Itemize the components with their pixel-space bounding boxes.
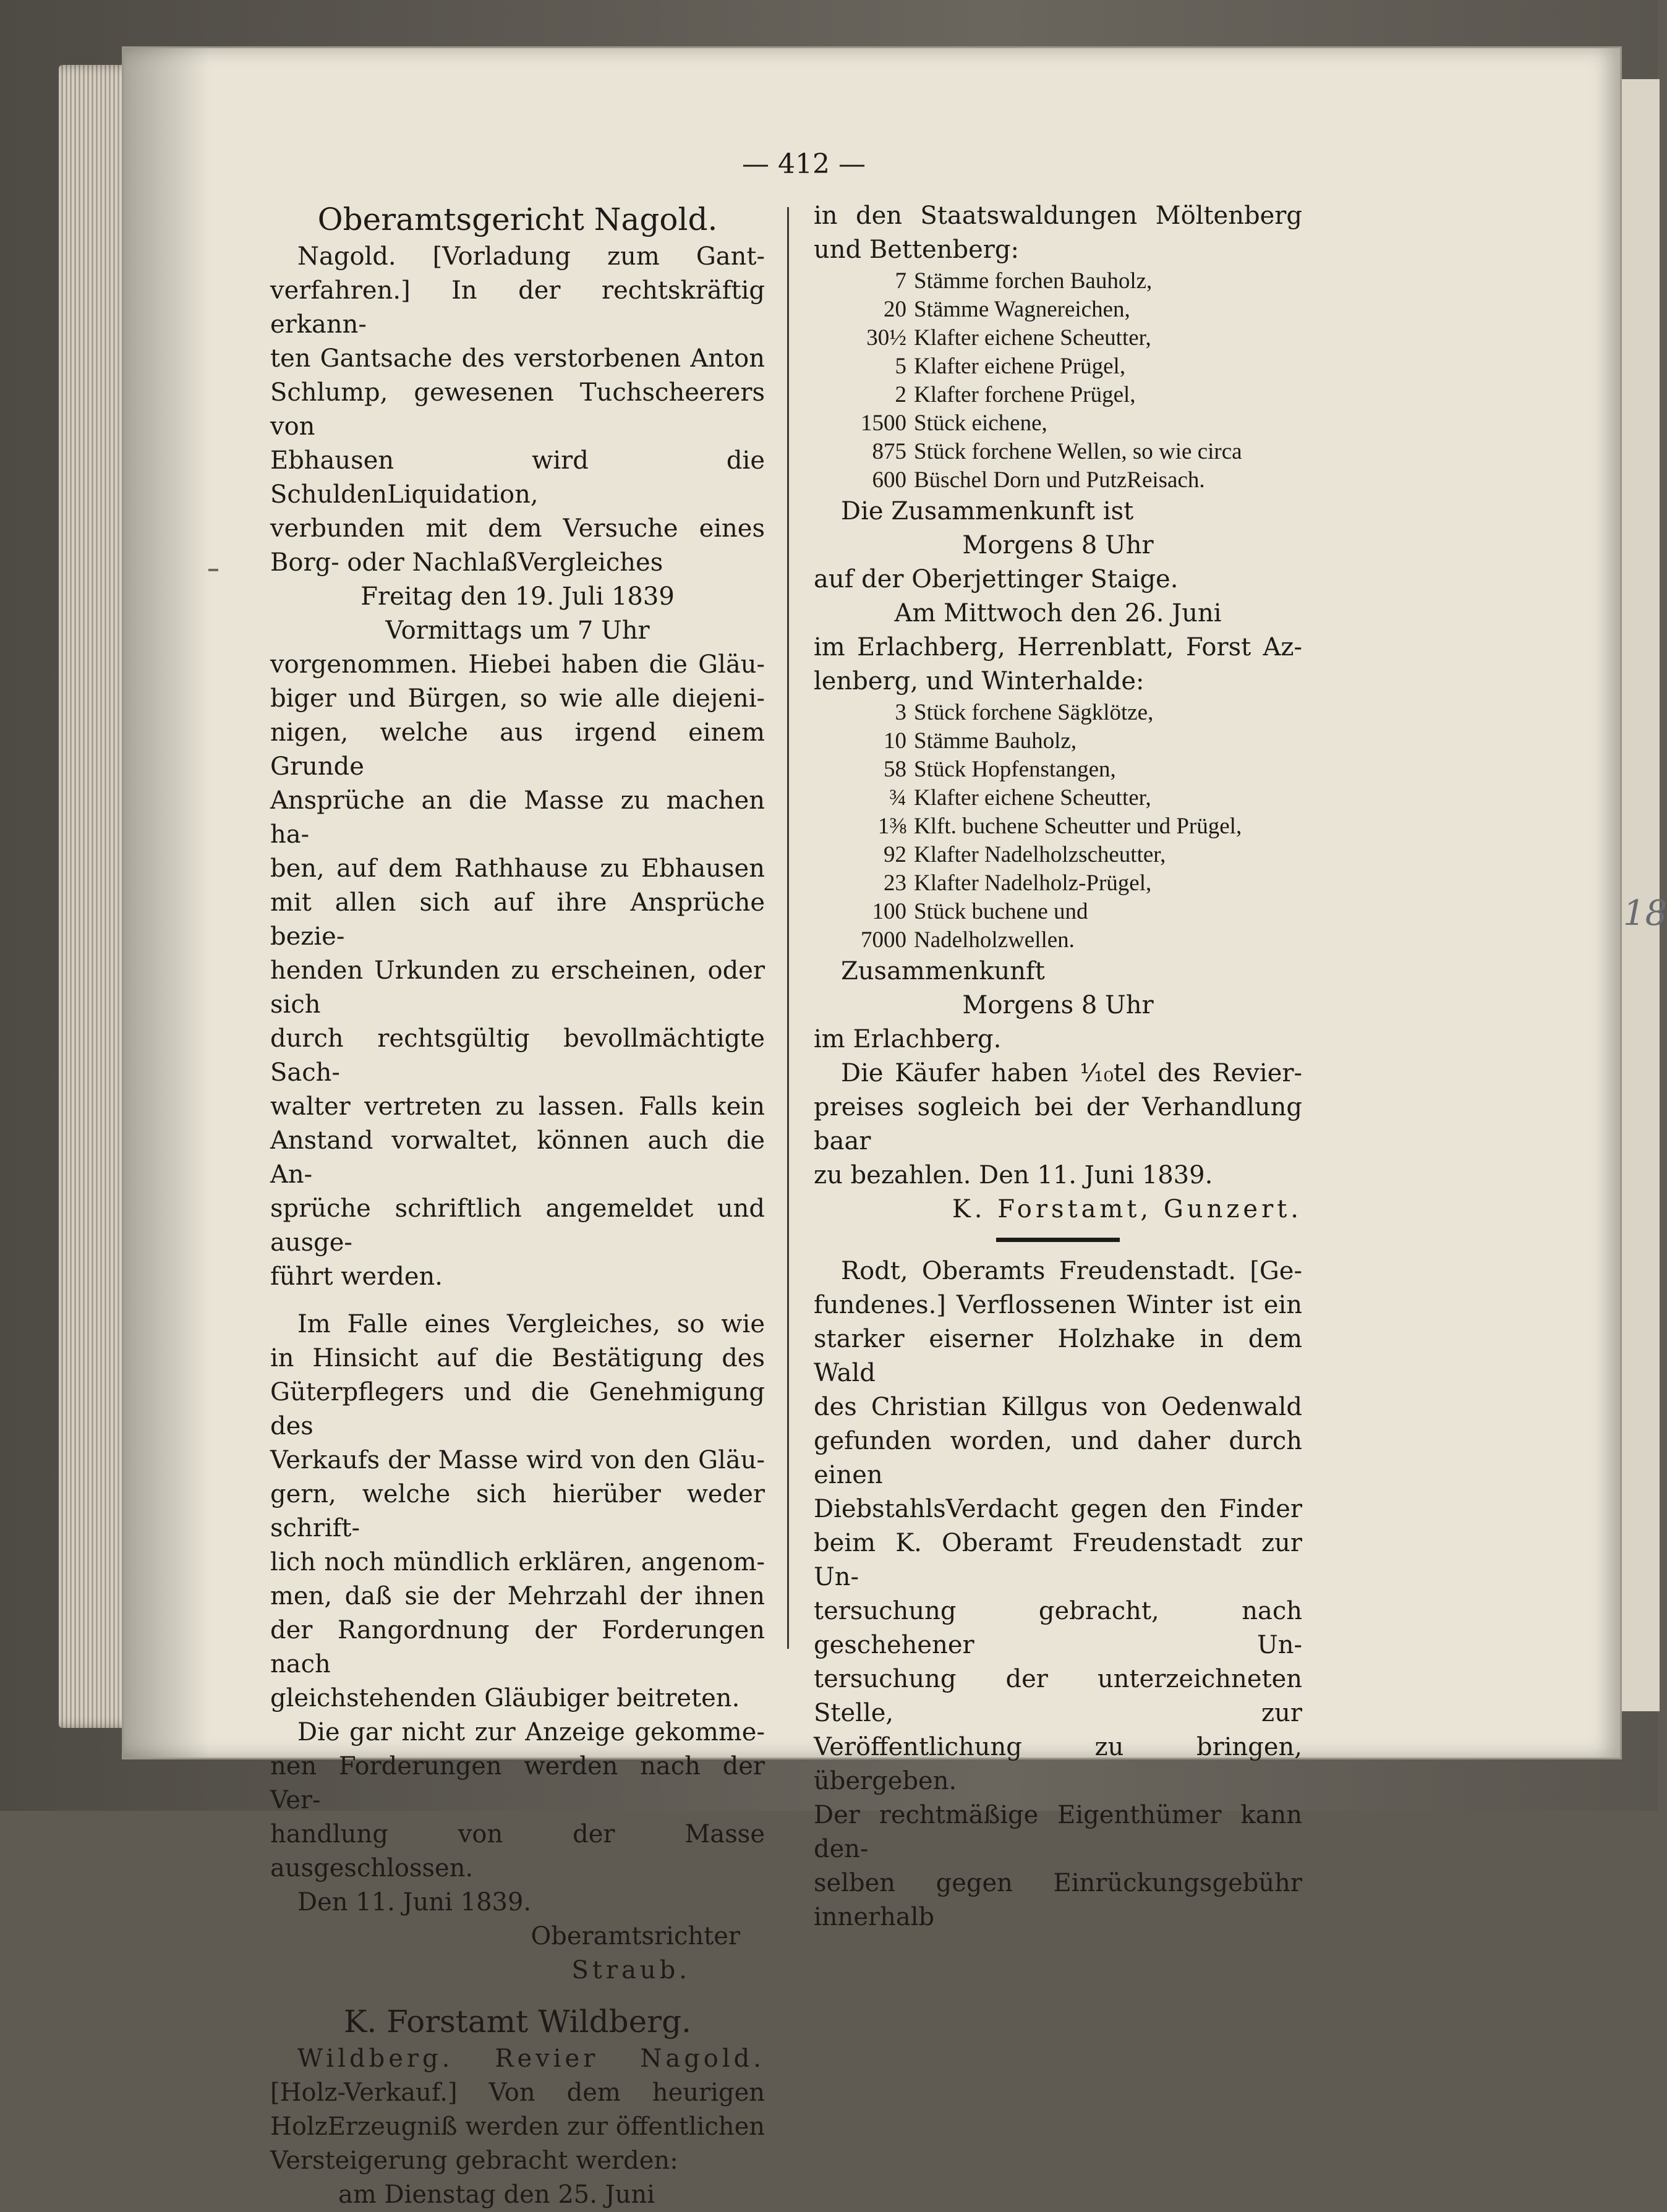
list-item: 1⅜ Klft. buchene Scheutter und Prügel, xyxy=(877,814,1242,839)
forest-intro-line1: in den Staatswaldungen Möltenberg xyxy=(814,202,1302,230)
right-column xyxy=(814,199,1302,1934)
heading-forstamt-wildberg: K. Forstamt Wildberg. xyxy=(344,2004,691,2040)
wood-list-2 xyxy=(814,699,1302,955)
list-item: 3 Stück forchene Sägklötze, xyxy=(895,700,1154,725)
list-item: 2 Klafter forchene Prügel, xyxy=(895,382,1136,407)
hearing-date: Freitag den 19. Juli 1839 xyxy=(360,582,675,611)
list-item: 600 Büschel Dorn und PutzReisach. xyxy=(872,467,1205,493)
signature-forstamt: K. Forstamt, Gunzert. xyxy=(952,1195,1302,1223)
list-item: 23 Klafter Nadelholz-Prügel, xyxy=(884,870,1152,896)
list-item: 20 Stämme Wagnereichen, xyxy=(884,297,1130,322)
meeting-1: Die Zusammenkunft ist xyxy=(841,497,1134,525)
list-item: 5 Klafter eichene Prügel, xyxy=(895,354,1126,379)
notice-gant: Nagold. [Vorladung zum Gant- verfahren.] In der rechtskräftig erkann- ten Gantsache des verstorbenen Anton Schlump, gewesenen Tuchscheerers von Ebhausen wird die SchuldenLiquidation, verbunden mit dem Versuche eines Borg- oder NachlaßVergleiches xyxy=(270,242,765,577)
sale-day-2-place-line2: lenberg, und Winterhalde: xyxy=(814,667,1145,696)
meeting-1-place: auf der Oberjettinger Staige. xyxy=(814,565,1179,593)
column-rule xyxy=(787,207,789,1649)
list-item: 30½ Klafter eichene Scheutter, xyxy=(866,325,1151,351)
page-number: — 412 — xyxy=(742,148,866,180)
margin-tick xyxy=(208,569,218,571)
notice-holzverkauf: Wildberg. Revier Nagold. [Holz-Verkauf.] Von dem heurigen HolzErzeugniß werden zur öffentlichen Versteigerung gebracht werden: am Dienstag den 25. Juni xyxy=(270,2044,765,2209)
list-item: 875 Stück forchene Wellen, so wie circa xyxy=(872,439,1242,464)
signature-name: Straub. xyxy=(571,1956,691,1984)
list-item: 7000 Nadelholzwellen. xyxy=(861,927,1075,953)
meeting-1-time: Morgens 8 Uhr xyxy=(962,531,1154,559)
list-item: 10 Stämme Bauholz, xyxy=(884,728,1077,754)
paragraph-payment: Die Käufer haben ¹⁄₁₀tel des Revier- preises sogleich bei der Verhandlung baar zu bezahlen. Den 11. Juni 1839. xyxy=(814,1059,1302,1189)
list-item: 92 Klafter Nadelholzscheutter, xyxy=(884,842,1166,867)
heading-oberamtsgericht: Oberamtsgericht Nagold. xyxy=(317,202,718,237)
notice-rodt: Rodt, Oberamts Freudenstadt. [Ge- fundenes.] Verflossenen Winter ist ein starker eiserner Holzhake in dem Wald des Christian Killgus von Oedenwald gefunden worden, und daher durch einen DiebstahlsVerdacht gegen den Finder beim K. Oberamt Freudenstadt zur Un- tersuchung gebracht, nach geschehener Un- tersuchung der unterzeichneten Stelle, zur Veröffentlichung zu bringen, übergeben. Der rechtmäßige Eigenthümer kann den- selben gegen Einrückungsgebühr innerhalb xyxy=(814,1257,1302,1931)
sale-day-2-place-line1: im Erlachberg, Herrenblatt, Forst Az- xyxy=(814,633,1302,661)
meeting-2-time: Morgens 8 Uhr xyxy=(962,991,1154,1019)
margin-pencil-note: 18 xyxy=(1623,893,1667,934)
notice-date: Den 11. Juni 1839. xyxy=(297,1888,532,1916)
hearing-time: Vormittags um 7 Uhr xyxy=(385,616,650,645)
left-column xyxy=(270,199,765,2212)
list-item: 1500 Stück eichene, xyxy=(861,410,1047,436)
section-divider xyxy=(996,1238,1120,1242)
list-item: ¾ Klafter eichene Scheutter, xyxy=(889,785,1151,810)
list-item: 58 Stück Hopfenstangen, xyxy=(884,757,1116,782)
paragraph-settlement: Im Falle eines Vergleiches, so wie in Hinsicht auf die Bestätigung des Güterpflegers und die Genehmigung des Verkaufs der Masse wird von den Gläu- gern, welche sich hierüber weder schrift- lich noch mündlich erklären, angenom- men, daß sie der Mehrzahl der ihnen der Rangordnung der Forderungen nach gleichstehenden Gläubiger beitreten. xyxy=(270,1310,765,1712)
sale-day-2: Am Mittwoch den 26. Juni xyxy=(894,599,1222,627)
wood-list-1 xyxy=(814,267,1302,495)
signature-title: Oberamtsrichter xyxy=(531,1922,740,1950)
paragraph-exclusion: Die gar nicht zur Anzeige gekomme- nen Forderungen werden nach der Ver- handlung von der Masse ausgeschlossen. xyxy=(270,1718,765,1882)
meeting-2-place: im Erlachberg. xyxy=(814,1025,1002,1053)
list-item: 7 Stämme forchen Bauholz, xyxy=(895,268,1153,294)
meeting-2: Zusammenkunft xyxy=(841,957,1045,985)
list-item: 100 Stück buchene und xyxy=(872,899,1088,924)
paragraph-creditors: vorgenommen. Hiebei haben die Gläu- biger und Bürgen, so wie alle diejeni- nigen, welche aus irgend einem Grunde Ansprüche an die Masse zu machen ha- ben, auf dem Rathhause zu Ebhausen mit allen sich auf ihre Ansprüche bezie- henden Urkunden zu erscheinen, oder sich durch rechtsgültig bevollmächtigte Sach- walter vertreten zu lassen. Falls kein Anstand vorwaltet, können auch die An- sprüche schriftlich angemeldet und ausge- führt werden. xyxy=(270,650,765,1291)
forest-intro-line2: und Bettenberg: xyxy=(814,236,1019,264)
